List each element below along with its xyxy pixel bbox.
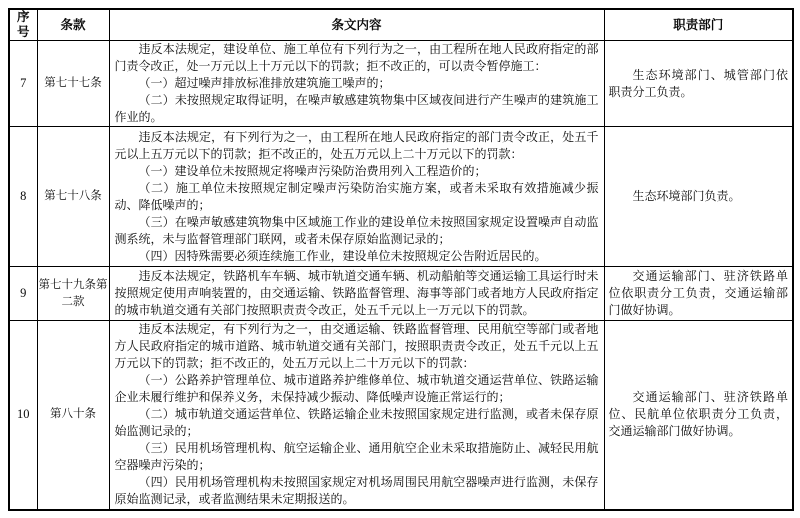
department-text: 交通运输部门、驻济铁路单位依职责分工负责，交通运输部门做好协调。 — [608, 269, 788, 317]
content-cell — [109, 127, 604, 267]
content-paragraph: （二）城市轨道交通运营单位、铁路运输企业未按照国家规定进行监测，或者未保存原始监测记录的； — [114, 407, 599, 439]
content-paragraph: （二）未按照规定取得证明，在噪声敏感建筑物集中区域夜间进行产生噪声的建筑施工作业的。 — [114, 93, 599, 124]
content-paragraph: （四）民用机场管理机构未按照国家规定对机场周围民用航空器噪声进行监测，未保存原始监测记录，或者监测结果未定期报送的。 — [114, 475, 599, 507]
header-row — [9, 9, 793, 41]
content-paragraph: （四）因特殊需要必须连续施工作业，建设单位未按照规定公告附近居民的。 — [138, 248, 547, 263]
content-cell — [109, 267, 604, 321]
content-paragraph: 违反本法规定，铁路机车车辆、城市轨道交通车辆、机动船舶等交通运输工具运行时未按照规定使用声响装置的，由交通运输、铁路监督管理、海事等部门或者地方人民政府指定的城市轨道交通有关部门按照职责责令改正，处五千元以上一万元以下的罚款。 — [114, 269, 599, 317]
content-paragraph: 违反本法规定，建设单位、施工单位有下列行为之一，由工程所在地人民政府指定的部门责令改正，处一万元以上十万元以下的罚款；拒不改正的，可以责令暂停施工： — [114, 42, 599, 73]
regulation-table — [8, 8, 794, 511]
content-paragraph: （二）施工单位未按照规定制定噪声污染防治实施方案，或者未采取有效措施减少振动、降低噪声的； — [114, 180, 599, 212]
content-paragraph: （一）公路养护管理单位、城市道路养护维修单位、城市轨道交通运营单位、铁路运输企业未履行维护和保养义务，未保持减少振动、降低噪声设施正常运行的； — [114, 373, 599, 405]
column-header-department: 职责部门 — [604, 9, 793, 41]
column-header-number: 序号 — [9, 9, 37, 41]
table-row — [9, 321, 793, 510]
content-cell — [109, 321, 604, 510]
department-cell — [604, 127, 793, 267]
row-number-cell: 8 — [9, 127, 37, 267]
row-number-cell: 10 — [9, 321, 37, 510]
department-cell — [604, 41, 793, 127]
content-paragraph: （三）民用机场管理机构、航空运输企业、通用航空企业未采取措施防止、减轻民用航空器噪声污染的； — [114, 441, 599, 473]
content-paragraph: （三）在噪声敏感建筑物集中区域施工作业的建设单位未按照国家规定设置噪声自动监测系统，未与监督管理部门联网，或者未保存原始监测记录的； — [114, 214, 599, 246]
column-header-clause: 条款 — [37, 9, 109, 41]
content-paragraph: （一）建设单位未按照规定将噪声污染防治费用列入工程造价的； — [138, 163, 487, 178]
clause-cell: 第八十条 — [37, 321, 109, 510]
clause-cell: 第七十八条 — [37, 127, 109, 267]
clause-cell: 第七十七条 — [37, 41, 109, 127]
table-row — [9, 127, 793, 267]
department-text: 交通运输部门、驻济铁路单位、民航单位依职责分工负责，交通运输部门做好协调。 — [608, 390, 788, 439]
content-cell — [109, 41, 604, 127]
department-cell — [604, 321, 793, 510]
clause-cell: 第七十九条第二款 — [37, 267, 109, 321]
content-paragraph: 违反本法规定，有下列行为之一，由工程所在地人民政府指定的部门责令改正，处五千元以上五万元以下的罚款；拒不改正的，处五万元以上二十万元以下的罚款： — [114, 129, 599, 161]
column-header-content: 条文内容 — [109, 9, 604, 41]
table-row — [9, 41, 793, 127]
department-cell — [604, 267, 793, 321]
row-number-cell: 7 — [9, 41, 37, 127]
content-paragraph: （一）超过噪声排放标准排放建筑施工噪声的； — [138, 76, 391, 90]
table-header — [9, 9, 793, 41]
department-text: 生态环境部门负责。 — [632, 189, 741, 203]
table-body — [9, 41, 793, 510]
row-number-cell: 9 — [9, 267, 37, 321]
department-text: 生态环境部门、城管部门依职责分工负责。 — [608, 67, 788, 99]
table-row — [9, 267, 793, 321]
content-paragraph: 违反本法规定，有下列行为之一，由交通运输、铁路监督管理、民用航空等部门或者地方人民政府指定的城市道路、城市轨道交通有关部门，按照职责责令改正，处五千元以上五万元以下的罚款；拒不改正的，处五万元以上二十万元以下的罚款： — [114, 322, 599, 371]
